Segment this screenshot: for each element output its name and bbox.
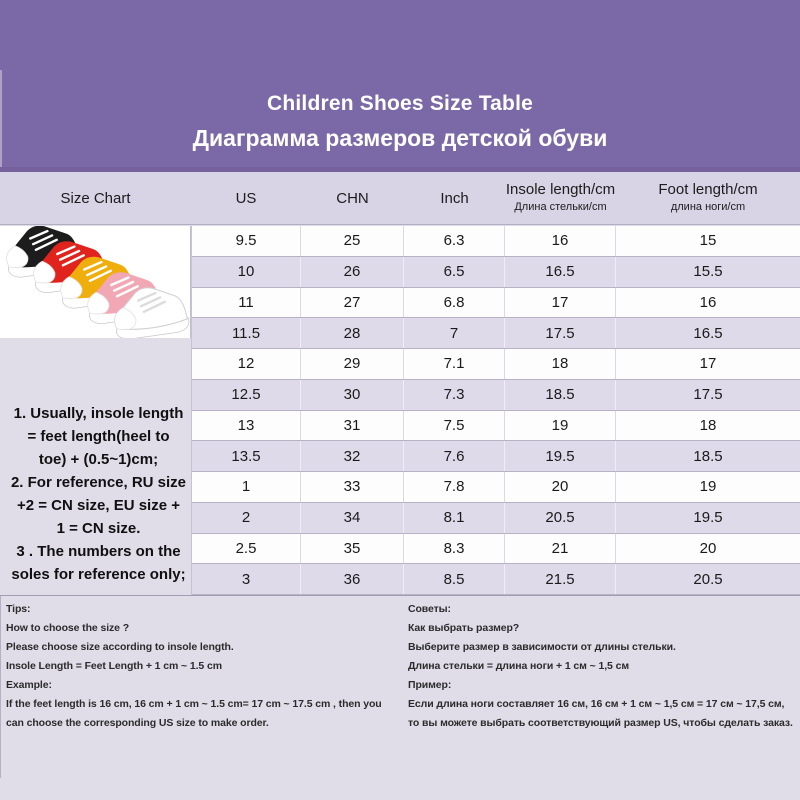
tip-line: can choose the corresponding US size to make order. xyxy=(6,717,269,729)
tips-divider-line xyxy=(0,595,800,596)
col-header-us xyxy=(191,172,301,224)
tips-russian xyxy=(408,600,798,733)
tip-line: Как выбрать размер? xyxy=(408,622,520,634)
table-cell: 12.5 xyxy=(192,380,301,410)
tip-line: Insole Length = Feet Length + 1 cm ~ 1.5 cm xyxy=(6,660,222,672)
table-cell: 6.3 xyxy=(404,226,505,256)
tip-line: Выберите размер в зависимости от длины стельки. xyxy=(408,641,676,653)
table-cell: 15 xyxy=(699,232,717,250)
table-row xyxy=(192,318,800,349)
table-row xyxy=(192,380,800,411)
tip-line: How to choose the size ? xyxy=(6,622,130,634)
table-row xyxy=(192,349,800,380)
table-cell: 26 xyxy=(301,257,404,287)
table-row xyxy=(192,411,800,442)
table-row xyxy=(192,503,800,534)
table-cell: 7.6 xyxy=(404,441,505,471)
table-cell: 21.5 xyxy=(505,564,616,594)
table-cell: 19 xyxy=(699,478,717,496)
table-cell: 2 xyxy=(192,503,301,533)
col-header-label: Foot length/cm xyxy=(658,180,758,198)
table-cell: 16.5 xyxy=(505,257,616,287)
tip-line: Пример: xyxy=(408,679,452,691)
table-cell: 18.5 xyxy=(693,447,723,465)
shoes-illustration xyxy=(0,226,191,338)
tip-line: Если длина ноги составляет 16 см, 16 см + 1 см ~ 1,5 см = 17 см ~ 17,5 см, xyxy=(408,698,785,710)
table-cell: 13.5 xyxy=(192,441,301,471)
table-cell: 17 xyxy=(699,355,717,373)
tip-line: Советы: xyxy=(408,603,451,615)
note-line: 2. For reference, RU size xyxy=(10,474,187,491)
table-cell: 7.5 xyxy=(404,411,505,441)
col-header-label: Size Chart xyxy=(60,189,131,207)
table-cell: 1 xyxy=(192,472,301,502)
table-cell: 20 xyxy=(505,472,616,502)
table-cell: 8.5 xyxy=(404,564,505,594)
table-cell: 29 xyxy=(301,349,404,379)
sizing-notes xyxy=(0,402,197,586)
note-line: toe) + (0.5~1)cm; xyxy=(38,451,159,468)
col-header-label: CHN xyxy=(336,189,369,207)
note-line: 1. Usually, insole length xyxy=(13,405,184,422)
table-cell: 25 xyxy=(301,226,404,256)
col-header-sublabel-russian: длина ноги/cm xyxy=(670,200,746,213)
banner-edge-highlight xyxy=(0,70,2,167)
tip-line: то вы можете выбрать соответствующий размер US, чтобы сделать заказ. xyxy=(408,717,793,729)
table-cell: 12 xyxy=(192,349,301,379)
col-header-size-chart xyxy=(0,172,191,224)
note-line: +2 = CN size, EU size + xyxy=(16,497,180,514)
table-cell: 7.3 xyxy=(404,380,505,410)
children-shoes-photo xyxy=(0,226,191,338)
page-title-russian: Диаграмма размеров детской обуви xyxy=(192,125,608,151)
table-cell: 9.5 xyxy=(192,226,301,256)
table-cell: 2.5 xyxy=(192,534,301,564)
table-row xyxy=(192,534,800,565)
table-cell: 11.5 xyxy=(192,318,301,348)
table-cell: 20.5 xyxy=(505,503,616,533)
table-cell: 28 xyxy=(301,318,404,348)
table-cell: 21 xyxy=(505,534,616,564)
table-cell: 36 xyxy=(301,564,404,594)
table-cell: 32 xyxy=(301,441,404,471)
table-cell: 7.8 xyxy=(404,472,505,502)
col-header-label: US xyxy=(235,189,257,207)
col-header-chn xyxy=(301,172,404,224)
table-row xyxy=(192,288,800,319)
table-cell: 7.1 xyxy=(404,349,505,379)
tips-english xyxy=(6,600,400,733)
table-row xyxy=(192,441,800,472)
tip-line: Длина стельки = длина ноги + 1 см ~ 1,5 см xyxy=(408,660,630,672)
table-row xyxy=(192,226,800,257)
tip-line: Tips: xyxy=(6,603,31,615)
table-cell: 30 xyxy=(301,380,404,410)
table-cell: 27 xyxy=(301,288,404,318)
tips-left-border xyxy=(0,596,1,778)
table-cell: 33 xyxy=(301,472,404,502)
note-line: soles for reference only; xyxy=(11,566,186,583)
table-header-row xyxy=(0,172,800,225)
table-cell: 19.5 xyxy=(505,441,616,471)
table-cell: 3 xyxy=(192,564,301,594)
col-header-sublabel-russian: Длина стельки/cm xyxy=(514,200,607,213)
table-cell: 17 xyxy=(505,288,616,318)
note-line: = feet length(heel to xyxy=(27,428,170,445)
table-cell: 18.5 xyxy=(505,380,616,410)
table-cell: 16 xyxy=(505,226,616,256)
table-cell: 31 xyxy=(301,411,404,441)
col-header-inch xyxy=(404,172,505,224)
table-cell: 6.8 xyxy=(404,288,505,318)
col-header-insole-length xyxy=(505,172,616,224)
table-cell: 19 xyxy=(505,411,616,441)
col-header-label: Insole length/cm xyxy=(505,180,616,198)
table-cell: 34 xyxy=(301,503,404,533)
tip-line: Please choose size according to insole length. xyxy=(6,641,234,653)
table-cell: 17.5 xyxy=(693,386,723,404)
table-cell: 35 xyxy=(301,534,404,564)
col-header-label: Inch xyxy=(440,189,469,207)
size-table-body xyxy=(191,226,800,595)
table-row xyxy=(192,257,800,288)
col-header-foot-length xyxy=(616,172,800,224)
table-cell: 13 xyxy=(192,411,301,441)
table-cell: 8.1 xyxy=(404,503,505,533)
table-cell: 6.5 xyxy=(404,257,505,287)
note-line: 1 = CN size. xyxy=(56,520,141,537)
table-cell: 8.3 xyxy=(404,534,505,564)
table-cell: 18 xyxy=(699,416,717,434)
tip-line: Example: xyxy=(6,679,52,691)
table-row xyxy=(192,472,800,503)
table-cell: 20 xyxy=(699,539,717,557)
table-cell: 19.5 xyxy=(693,509,723,527)
table-cell: 7 xyxy=(404,318,505,348)
table-cell: 11 xyxy=(192,288,301,318)
table-cell: 10 xyxy=(192,257,301,287)
table-cell: 18 xyxy=(505,349,616,379)
table-row xyxy=(192,564,800,595)
note-line: 3 . The numbers on the xyxy=(16,543,181,560)
table-cell: 17.5 xyxy=(505,318,616,348)
page-title-english: Children Shoes Size Table xyxy=(266,92,533,115)
table-cell: 16.5 xyxy=(693,324,723,342)
tip-line: If the feet length is 16 cm, 16 cm + 1 cm ~ 1.5 cm= 17 cm ~ 17.5 cm , then you xyxy=(6,698,382,710)
table-cell: 15.5 xyxy=(693,263,723,281)
table-cell: 16 xyxy=(699,293,717,311)
table-cell: 20.5 xyxy=(693,570,723,588)
